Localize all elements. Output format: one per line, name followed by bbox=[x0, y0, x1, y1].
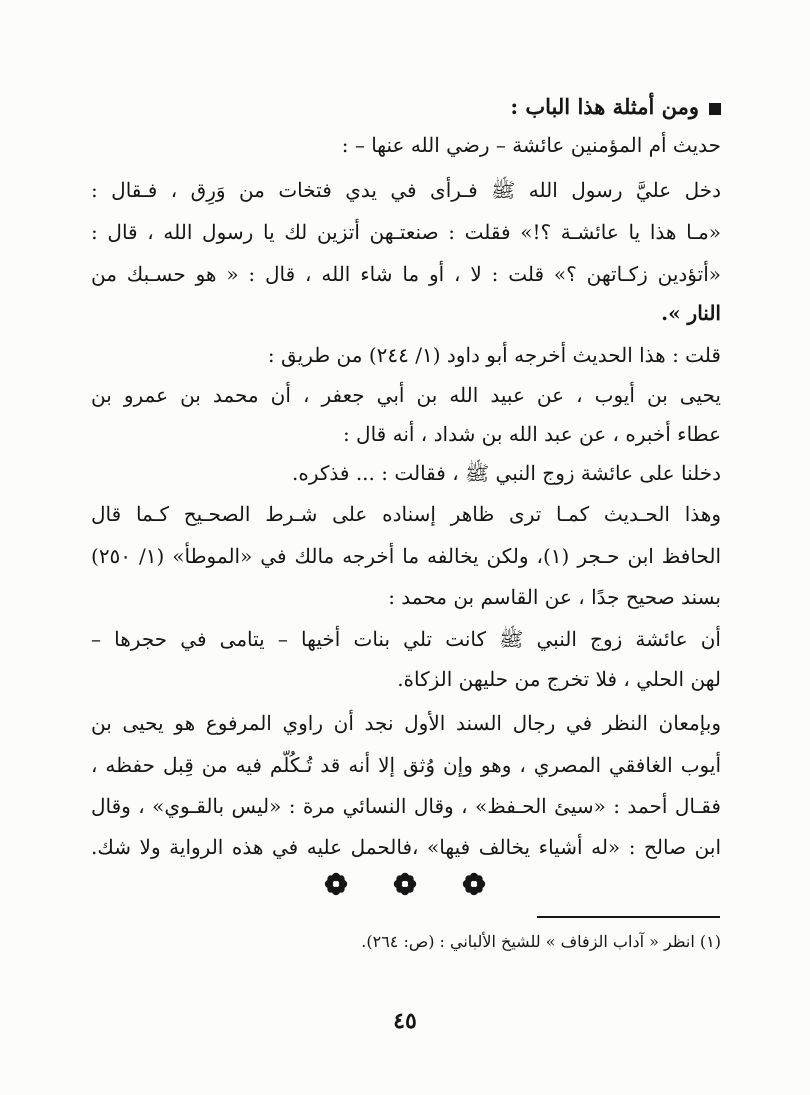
body-line-9: دخلنا على عائشة زوج النبي ﷺ ، فقالت : ... فذكره. bbox=[292, 461, 721, 485]
section-divider-ornaments bbox=[0, 872, 810, 900]
body-line-16: أيوب الغافقي المصري ، وهو وإن وُثق إلا أنه قد تُـكُلّم فيه من قِبل حفظه ، bbox=[91, 753, 721, 777]
body-line-5: النار ». bbox=[661, 301, 721, 325]
flower-ornament-icon bbox=[324, 872, 348, 896]
body-line-4: «أتؤدين زكـاتهن ؟» قلت : لا ، أو ما شاء الله ، قال : « هو حسـبك من bbox=[91, 262, 721, 286]
flower-ornament-icon bbox=[462, 872, 486, 896]
body-line-10: وهذا الحـديث كمـا ترى ظاهر إسناده على شـرط الصحـيح كـما قال bbox=[91, 502, 721, 526]
body-line-8: عطاء أخبره ، عن عبد الله بن شداد ، أنه قال : bbox=[342, 422, 721, 446]
body-line-6: قلت : هذا الحديث أخرجه أبو داود (١/ ٢٤٤) من طريق : bbox=[267, 343, 721, 367]
body-line-18: ابن صالح : «له أشياء يخالف فيها» ،فالحمل عليه في هذه الرواية ولا شك. bbox=[91, 835, 721, 859]
section-heading bbox=[321, 92, 721, 122]
body-line-1: حديث أم المؤمنين عائشة – رضي الله عنها – : bbox=[341, 133, 721, 157]
body-line-15: وبإمعان النظر في رجال السند الأول نجد أن راوي المرفوع هو يحيى بن bbox=[91, 711, 721, 735]
body-line-3: «مـا هذا يا عائشـة ؟!» فقلت : صنعتـهن أتزين لك يا رسول الله ، قال : bbox=[91, 220, 721, 244]
square-bullet-icon bbox=[709, 103, 721, 115]
body-line-17: فقـال أحمد : «سيئ الحـفظ» ، وقال النسائي مرة : «ليس بالقـوي» ، وقال bbox=[91, 794, 721, 818]
body-line-12: بسند صحيح جدًا ، عن القاسم بن محمد : bbox=[388, 585, 721, 609]
footnote-separator bbox=[537, 916, 720, 918]
body-line-2: دخل عليَّ رسول الله ﷺ فـرأى في يدي فتخات من وَرِق ، فـقال : bbox=[91, 178, 721, 202]
section-heading-text: ومن أمثلة هذا الباب : bbox=[510, 94, 699, 119]
footnote: (١) انظر « آداب الزفاف » للشيخ الألباني : (ص: ٢٦٤). bbox=[361, 932, 721, 951]
body-line-11: الحافظ ابن حـجر (١)، ولكن يخالفه ما أخرجه مالك في «الموطأ» (١/ ٢٥٠) bbox=[91, 544, 721, 568]
flower-ornament-icon bbox=[393, 872, 417, 896]
body-line-13: أن عائشة زوج النبي ﷺ كانت تلي بنات أخيها – يتامى في حجرها – bbox=[91, 627, 721, 651]
body-line-14: لهن الحلي ، فلا تخرج من حليهن الزكاة. bbox=[397, 667, 721, 691]
page-number: ٤٥ bbox=[393, 1008, 417, 1034]
body-line-7: يحيى بن أيوب ، عن عبيد الله بن أبي جعفر ، أن محمد بن عمرو بن bbox=[91, 383, 721, 407]
